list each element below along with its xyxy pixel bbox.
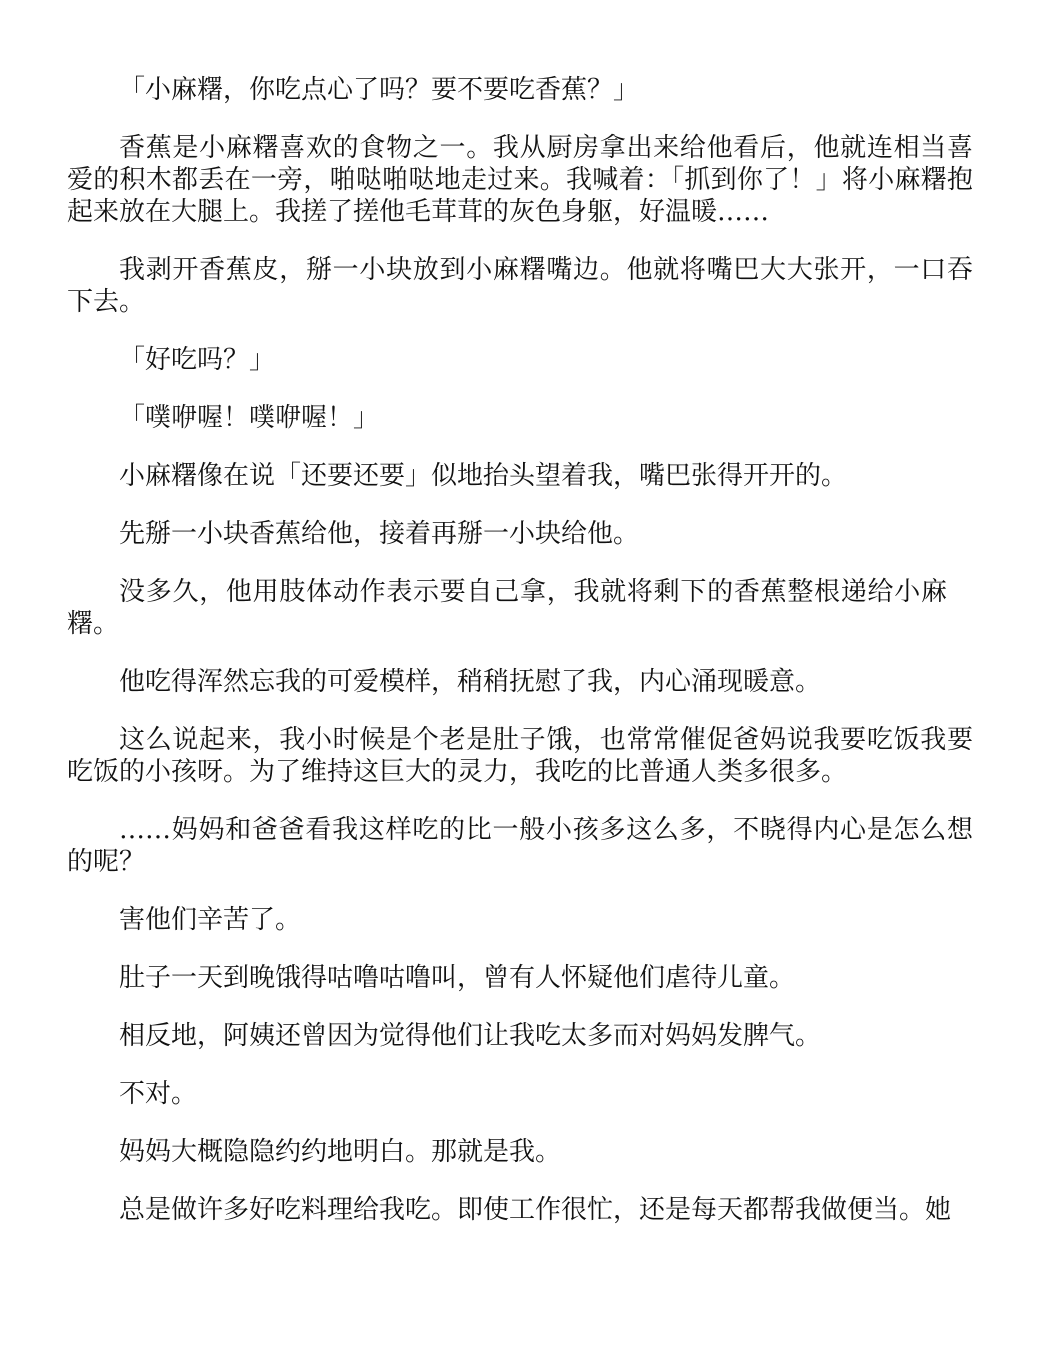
paragraph-4: 「好吃吗？」 — [119, 345, 276, 375]
paragraph-11: ……妈妈和爸爸看我这样吃的比一般小孩多这么多，不晓得内心是怎么想的呢？ — [67, 815, 973, 877]
paragraph-14: 相反地，阿姨还曾因为觉得他们让我吃太多而对妈妈发脾气。 — [119, 1021, 822, 1051]
paragraph-16: 妈妈大概隐隐约约地明白。那就是我。 — [119, 1137, 562, 1167]
paragraph-13: 肚子一天到晚饿得咕噜咕噜叫，曾有人怀疑他们虐待儿童。 — [119, 963, 796, 993]
paragraph-9: 他吃得浑然忘我的可爱模样，稍稍抚慰了我，内心涌现暖意。 — [119, 667, 822, 697]
paragraph-6: 小麻糬像在说「还要还要」似地抬头望着我，嘴巴张得开开的。 — [119, 461, 848, 491]
paragraph-8: 没多久，他用肢体动作表示要自己拿，我就将剩下的香蕉整根递给小麻糬。 — [67, 577, 947, 639]
document-page — [67, 74, 973, 1252]
paragraph-12: 害他们辛苦了。 — [119, 905, 302, 935]
paragraph-1: 「小麻糬，你吃点心了吗？要不要吃香蕉？」 — [119, 75, 640, 105]
paragraph-15: 不对。 — [119, 1079, 198, 1109]
paragraph-10: 这么说起来，我小时候是个老是肚子饿，也常常催促爸妈说我要吃饭我要吃饭的小孩呀。为了维持这巨大的灵力，我吃的比普通人类多很多。 — [67, 725, 973, 787]
paragraph-2: 香蕉是小麻糬喜欢的食物之一。我从厨房拿出来给他看后，他就连相当喜爱的积木都丢在一旁，啪哒啪哒地走过来。我喊着：「抓到你了！」将小麻糬抱起来放在大腿上。我搓了搓他毛茸茸的灰色身躯，好温暖…… — [67, 133, 973, 227]
paragraph-17: 总是做许多好吃料理给我吃。即使工作很忙，还是每天都帮我做便当。她 — [119, 1195, 952, 1225]
paragraph-7: 先掰一小块香蕉给他，接着再掰一小块给他。 — [119, 519, 640, 549]
paragraph-5: 「噗咿喔！噗咿喔！」 — [119, 403, 380, 433]
paragraph-3: 我剥开香蕉皮，掰一小块放到小麻糬嘴边。他就将嘴巴大大张开，一口吞下去。 — [67, 255, 973, 317]
